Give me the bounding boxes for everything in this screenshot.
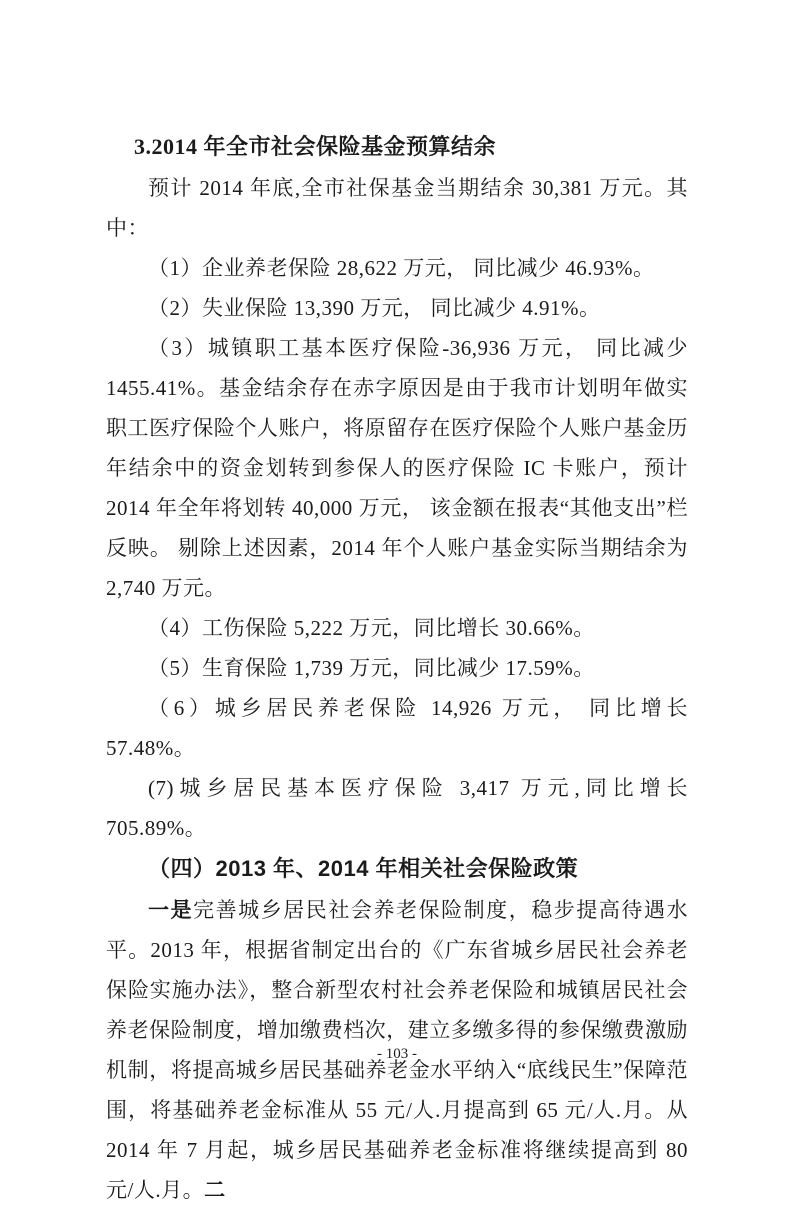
page-number: - 103 - bbox=[377, 1046, 417, 1062]
list-item-1-enterprise-pension: （1）企业养老保险 28,622 万元， 同比减少 46.93%。 bbox=[148, 256, 655, 280]
intro-paragraph: 预计 2014 年底,全市社保基金当期结余 30,381 万元。其中： bbox=[106, 176, 688, 240]
list-item-4-work-injury-insurance: （4）工伤保险 5,222 万元，同比增长 30.66%。 bbox=[148, 616, 595, 640]
section-heading-budget-balance: 3.2014 年全市社会保险基金预算结余 bbox=[134, 134, 497, 159]
list-item-6-rural-resident-pension: （6）城乡居民养老保险 14,926 万元， 同比增长 57.48%。 bbox=[106, 696, 688, 760]
list-item-2-unemployment-insurance: （2）失业保险 13,390 万元， 同比减少 4.91%。 bbox=[148, 296, 601, 320]
list-item-3-urban-worker-medical-insurance: （3）城镇职工基本医疗保险-36,936 万元， 同比减少 1455.41%。基金结余存在赤字原因是由于我市计划明年做实职工医疗保险个人账户，将原留存在医疗保险个人账户基金历年结余中的资金划转到参保人的医疗保险 IC 卡账户，预计 2014 年全年将划转 40,000 万元， 该金额在报表“其他支出”栏反映。 剔除上述因素，2014 年个人账户基金实际当期结余为 2,740 万元。 bbox=[106, 336, 688, 600]
policy-paragraph-lead: 一是 bbox=[148, 898, 194, 922]
policy-paragraph-tail: 二 bbox=[204, 1178, 226, 1202]
list-item-7-resident-medical-insurance: (7)城乡居民基本医疗保险 3,417 万元,同比增长 705.89%。 bbox=[106, 776, 688, 840]
subsection-heading-policies: （四）2013 年、2014 年相关社会保险政策 bbox=[148, 856, 579, 881]
list-item-5-maternity-insurance: （5）生育保险 1,739 万元，同比减少 17.59%。 bbox=[148, 656, 595, 680]
policy-paragraph-body: 完善城乡居民社会养老保险制度，稳步提高待遇水平。2013 年，根据省制定出台的《广东省城乡居民社会养老保险实施办法》，整合新型农村社会养老保险和城镇居民社会养老保险制度，增加缴费档次，建立多缴多得的参保缴费激励机制，将提高城乡居民基础养老金水平纳入“底线民生”保障范围，将基础养老金标准从 55 元/人.月提高到 65 元/人.月。从 2014 年 7 月起，城乡居民基础养老金标准将继续提高到 80 元/人.月。 bbox=[106, 898, 689, 1202]
